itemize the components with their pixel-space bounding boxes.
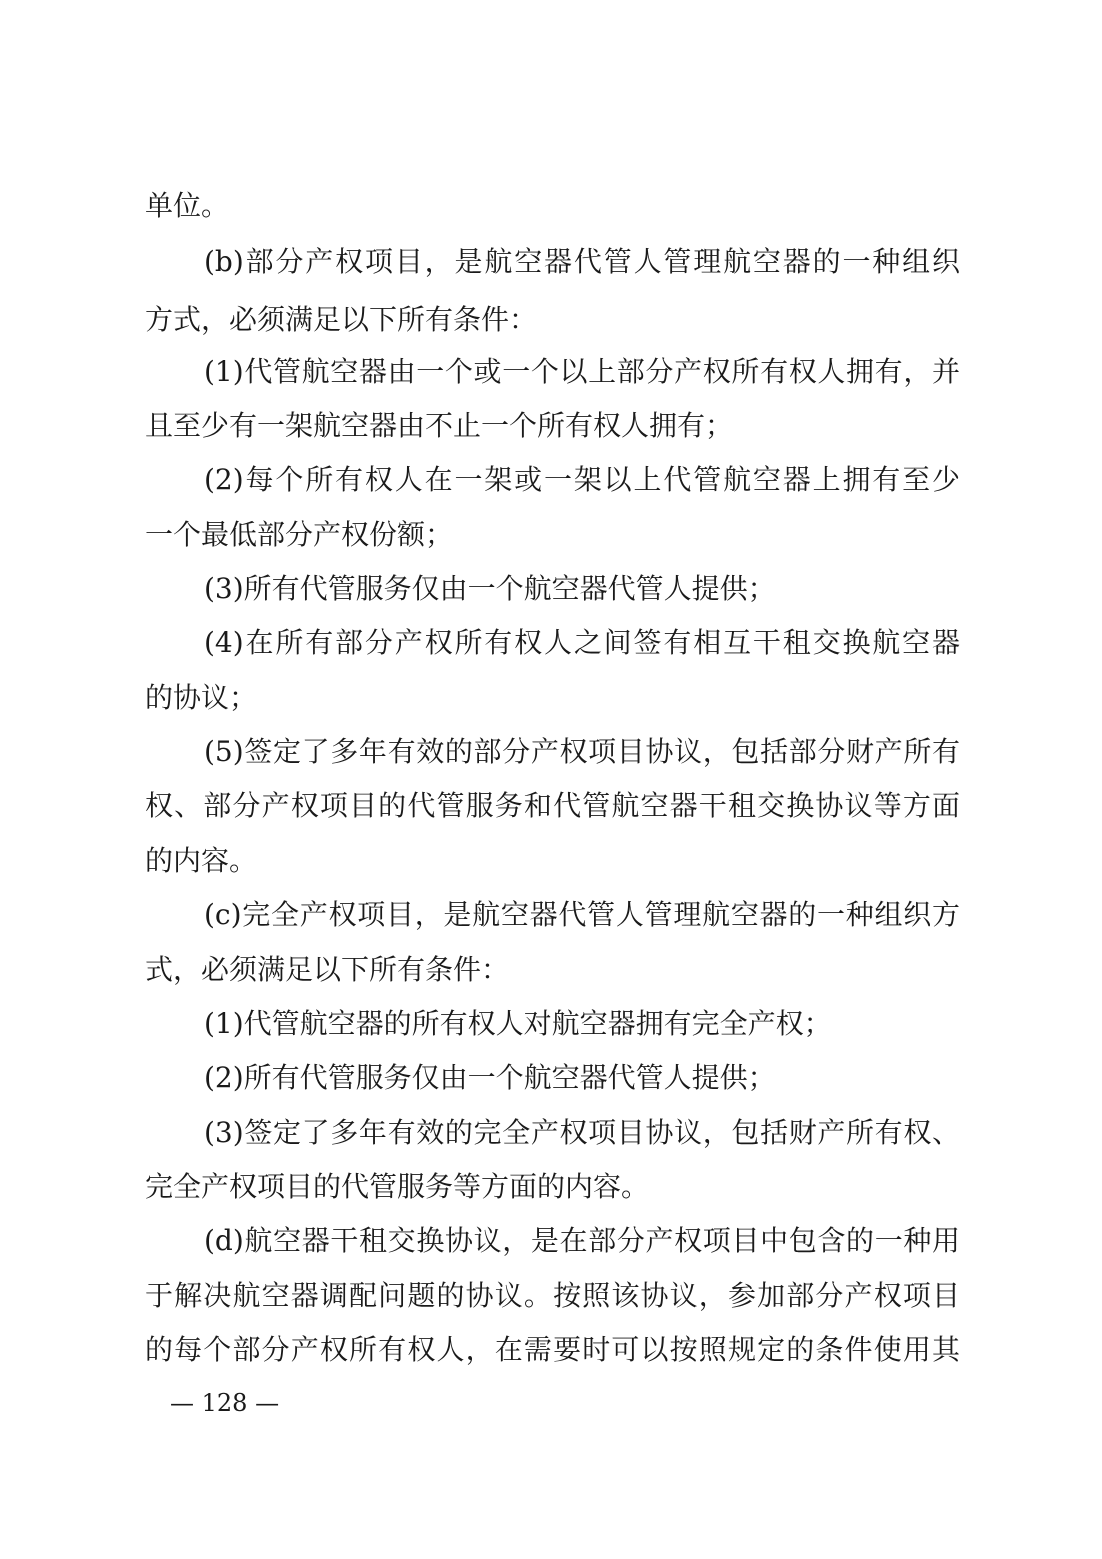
text-line-8: (3)所有代管服务仅由一个航空器代管人提供；	[204, 572, 776, 605]
text-line-12: 权、部分产权项目的代管服务和代管航空器干租交换协议等方面	[145, 789, 960, 822]
text-line-13: 的内容。	[145, 844, 258, 877]
text-line-18: (3)签定了多年有效的完全产权项目协议，包括财产所有权、	[204, 1116, 960, 1149]
text-line-4: (1)代管航空器由一个或一个以上部分产权所有权人拥有，并	[204, 355, 960, 388]
text-line-14: (c)完全产权项目，是航空器代管人管理航空器的一种组织方	[204, 898, 960, 931]
text-line-6: (2)每个所有权人在一架或一架以上代管航空器上拥有至少	[204, 463, 960, 496]
text-line-20: (d)航空器干租交换协议，是在部分产权项目中包含的一种用	[204, 1224, 960, 1257]
text-line-16: (1)代管航空器的所有权人对航空器拥有完全产权；	[204, 1007, 832, 1040]
text-line-15: 式，必须满足以下所有条件：	[145, 953, 510, 986]
text-line-19: 完全产权项目的代管服务等方面的内容。	[145, 1170, 650, 1203]
text-line-22: 的每个部分产权所有权人，在需要时可以按照规定的条件使用其	[145, 1333, 960, 1366]
text-line-9: (4)在所有部分产权所有权人之间签有相互干租交换航空器	[204, 626, 960, 659]
text-line-21: 于解决航空器调配问题的协议。按照该协议，参加部分产权项目	[145, 1279, 960, 1312]
text-line-3: 方式，必须满足以下所有条件：	[145, 303, 538, 336]
text-line-5: 且至少有一架航空器由不止一个所有权人拥有；	[145, 409, 734, 442]
text-line-11: (5)签定了多年有效的部分产权项目协议，包括部分财产所有	[204, 735, 960, 768]
text-line-2: (b)部分产权项目，是航空器代管人管理航空器的一种组织	[204, 245, 960, 278]
text-line-1: 单位。	[145, 189, 230, 222]
text-line-10: 的协议；	[145, 681, 258, 714]
text-line-17: (2)所有代管服务仅由一个航空器代管人提供；	[204, 1061, 776, 1094]
page-number: — 128 —	[170, 1389, 280, 1417]
text-line-7: 一个最低部分产权份额；	[145, 518, 454, 551]
